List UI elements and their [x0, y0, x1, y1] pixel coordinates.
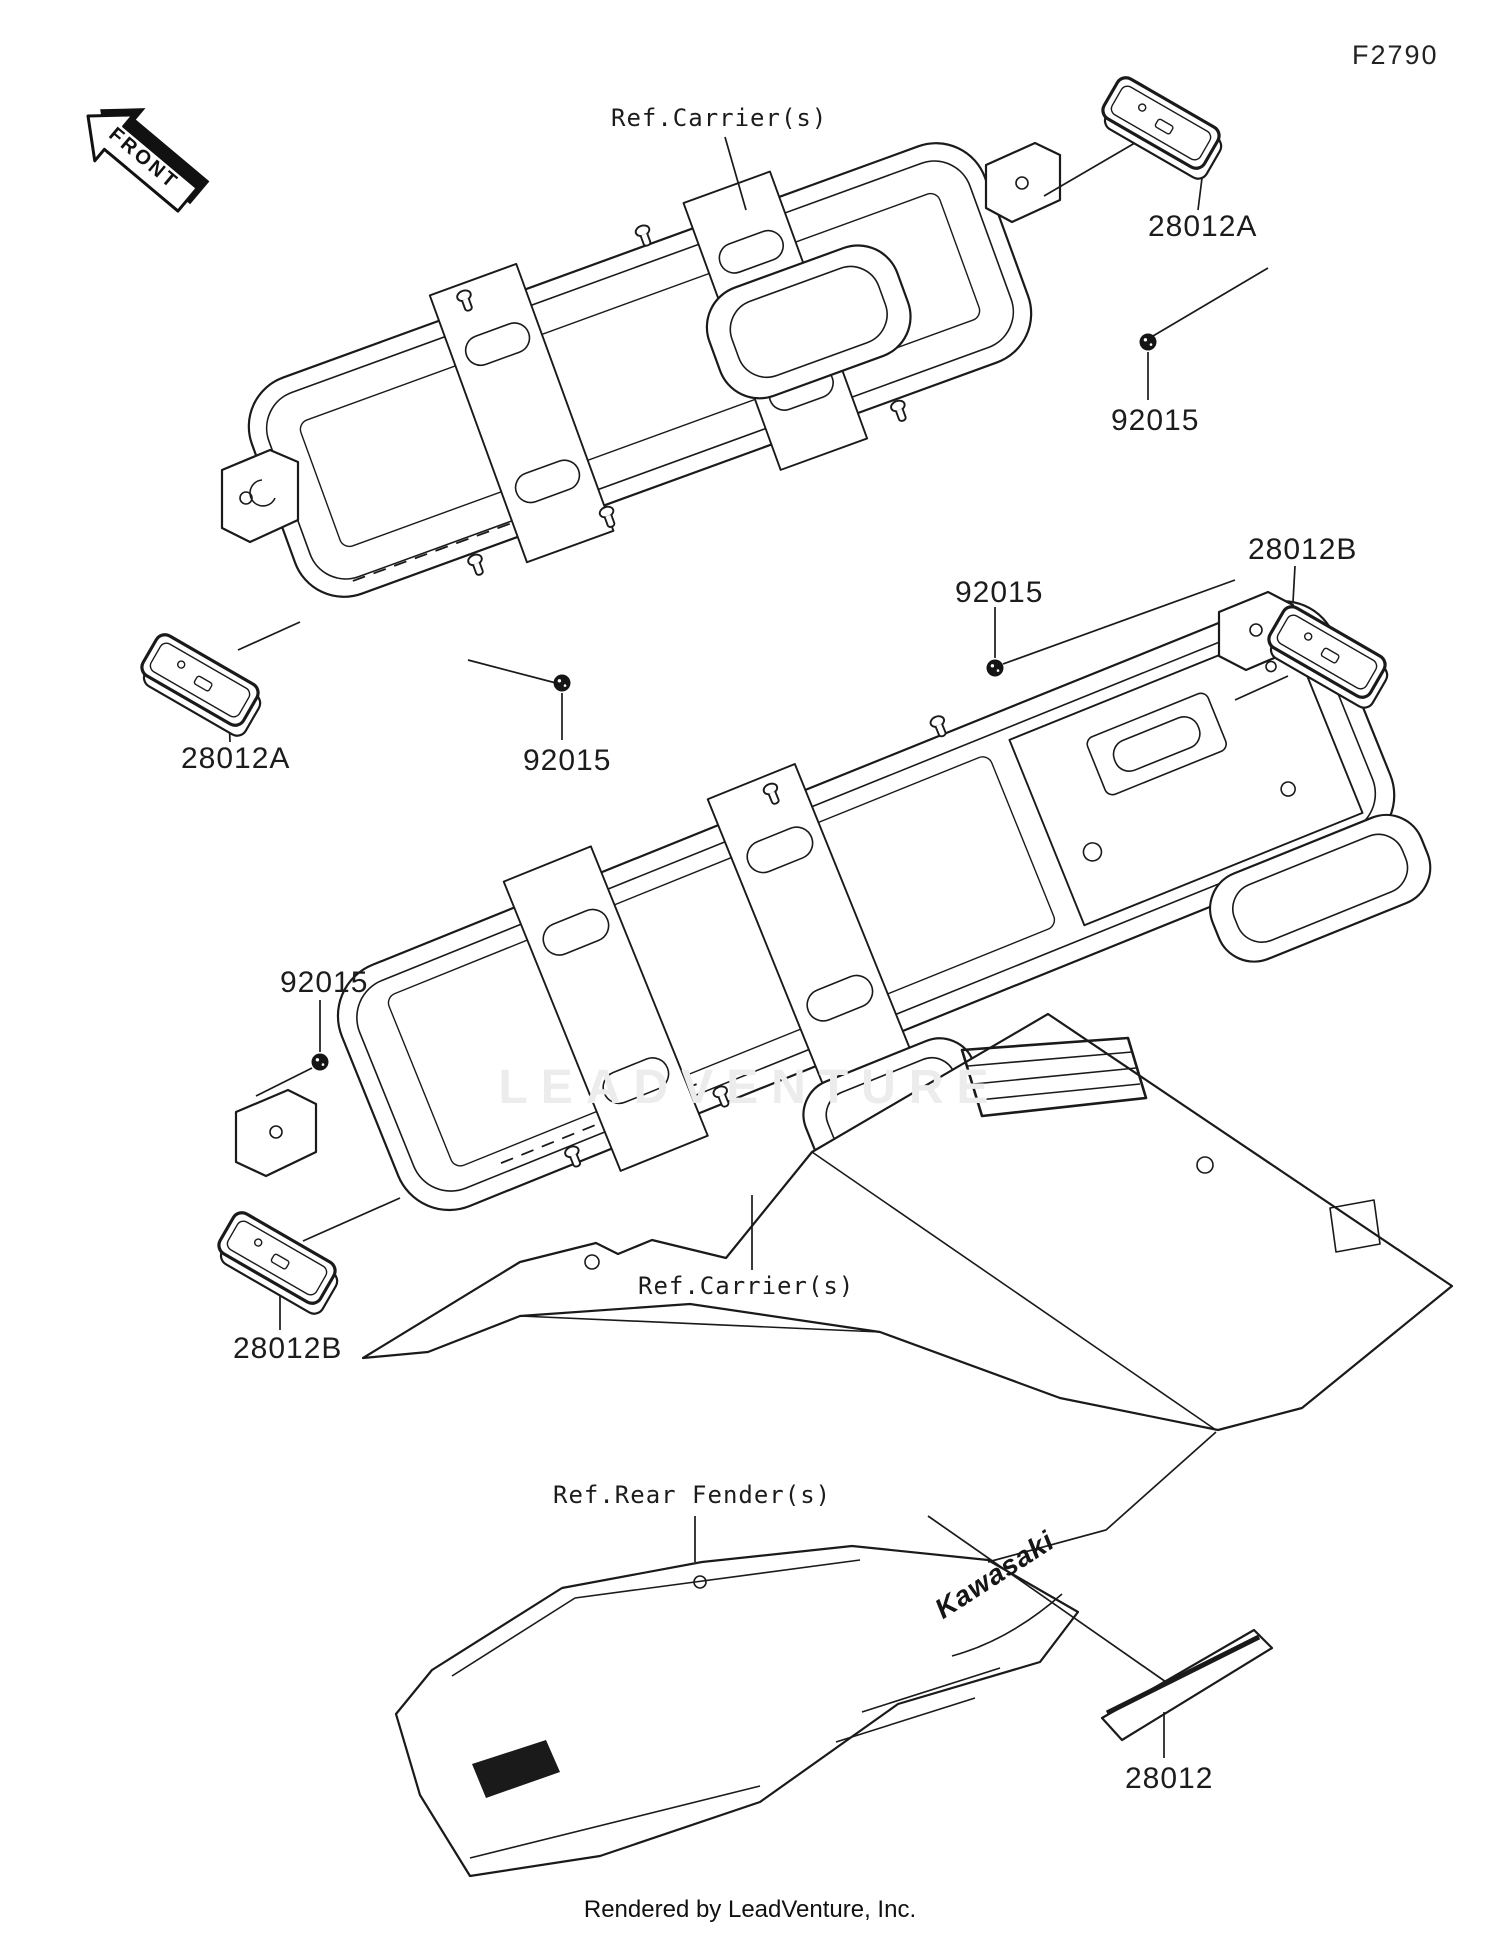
footer-credit: Rendered by LeadVenture, Inc. — [583, 1896, 917, 1923]
front-direction-label: FRONT — [104, 123, 183, 195]
ref-label-rear-fender[interactable]: Ref.Rear Fender(s) — [553, 1481, 832, 1509]
callout-28012a-left[interactable]: 28012A — [181, 742, 291, 775]
callout-28012b-right[interactable]: 28012B — [1248, 533, 1358, 566]
kawasaki-fender-logo: Kawasaki — [929, 1524, 1060, 1625]
callout-28012a-top[interactable]: 28012A — [1148, 210, 1258, 243]
part-28012a-left-drawing — [134, 631, 268, 739]
callout-28012b-bottom-left[interactable]: 28012B — [233, 1332, 343, 1365]
part-28012a-right-drawing — [1095, 74, 1229, 182]
callout-92015-top-right[interactable]: 92015 — [1111, 404, 1200, 437]
callout-28012-bottom[interactable]: 28012 — [1125, 1762, 1214, 1795]
ref-label-carrier-top[interactable]: Ref.Carrier(s) — [611, 104, 828, 132]
part-28012-strip-drawing — [1102, 1630, 1272, 1740]
ref-label-carrier-bottom[interactable]: Ref.Carrier(s) — [638, 1272, 855, 1300]
callout-92015-left[interactable]: 92015 — [523, 744, 612, 777]
callout-92015-middle[interactable]: 92015 — [955, 576, 1044, 609]
carrier-top-drawing — [222, 103, 1060, 637]
watermark-text: LEADVENTURE — [498, 1061, 1002, 1114]
callout-92015-lower-left[interactable]: 92015 — [280, 966, 369, 999]
figure-code: F2790 — [1352, 40, 1439, 70]
part-28012b-left-drawing — [211, 1209, 345, 1317]
